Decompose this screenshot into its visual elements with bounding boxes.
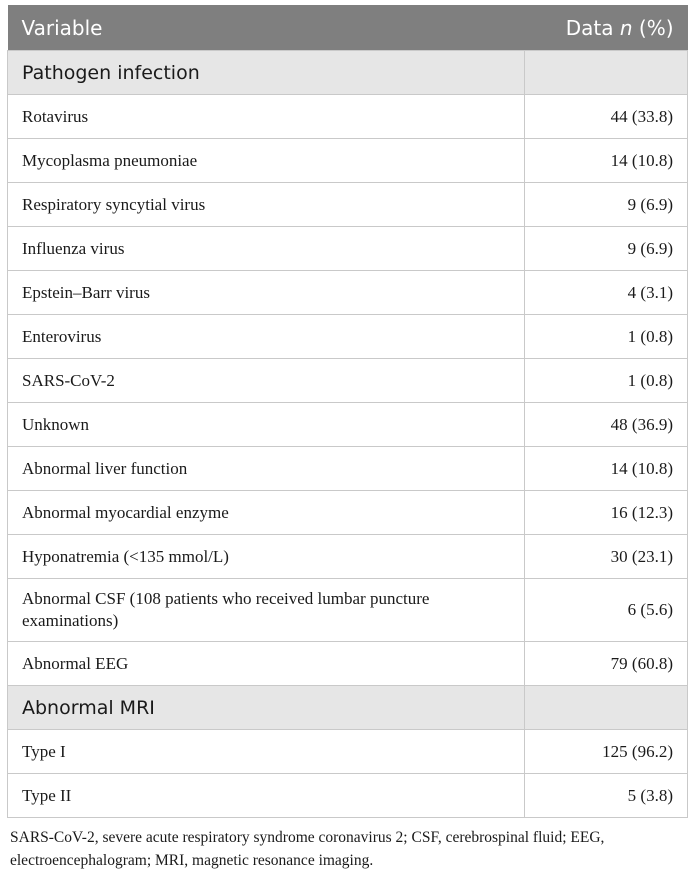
table-row <box>8 491 688 535</box>
table-container <box>7 5 687 872</box>
row-label: Type I <box>8 730 525 774</box>
row-label: Abnormal liver function <box>8 447 525 491</box>
table-row <box>8 774 688 818</box>
data-table <box>7 5 688 818</box>
row-value: 16 (12.3) <box>525 491 688 535</box>
row-label: SARS-CoV-2 <box>8 359 525 403</box>
table-row <box>8 730 688 774</box>
row-value: 79 (60.8) <box>525 642 688 686</box>
row-label: Unknown <box>8 403 525 447</box>
header-data-prefix: Data <box>565 15 620 40</box>
row-label: Type II <box>8 774 525 818</box>
row-label: Abnormal CSF (108 patients who received lumbar puncture examinations) <box>8 579 525 642</box>
header-variable: Variable <box>8 5 525 51</box>
row-value: 9 (6.9) <box>525 227 688 271</box>
table-row <box>8 183 688 227</box>
section-empty-cell <box>525 686 688 730</box>
header-data-suffix: (%) <box>632 15 674 40</box>
table-row <box>8 447 688 491</box>
section-title: Abnormal MRI <box>8 686 525 730</box>
section-row-pathogen-infection <box>8 51 688 95</box>
row-label: Epstein–Barr virus <box>8 271 525 315</box>
section-row-abnormal-mri <box>8 686 688 730</box>
row-value: 1 (0.8) <box>525 359 688 403</box>
row-label: Influenza virus <box>8 227 525 271</box>
row-value: 125 (96.2) <box>525 730 688 774</box>
header-data <box>525 5 688 51</box>
row-label: Enterovirus <box>8 315 525 359</box>
table-row <box>8 315 688 359</box>
row-value: 6 (5.6) <box>525 579 688 642</box>
row-label: Hyponatremia (<135 mmol/L) <box>8 535 525 579</box>
row-label: Abnormal EEG <box>8 642 525 686</box>
header-data-italic: n <box>619 15 633 40</box>
row-label: Respiratory syncytial virus <box>8 183 525 227</box>
row-value: 1 (0.8) <box>525 315 688 359</box>
table-row <box>8 642 688 686</box>
header-row <box>8 5 688 51</box>
table-row <box>8 95 688 139</box>
row-value: 48 (36.9) <box>525 403 688 447</box>
table-row <box>8 359 688 403</box>
row-label: Rotavirus <box>8 95 525 139</box>
row-value: 5 (3.8) <box>525 774 688 818</box>
row-label: Abnormal myocardial enzyme <box>8 491 525 535</box>
table-row <box>8 579 688 642</box>
row-label: Mycoplasma pneumoniae <box>8 139 525 183</box>
row-value: 14 (10.8) <box>525 139 688 183</box>
row-value: 4 (3.1) <box>525 271 688 315</box>
row-value: 30 (23.1) <box>525 535 688 579</box>
table-row <box>8 403 688 447</box>
row-value: 44 (33.8) <box>525 95 688 139</box>
row-value: 9 (6.9) <box>525 183 688 227</box>
table-row <box>8 535 688 579</box>
table-row <box>8 227 688 271</box>
table-footnote: SARS-CoV-2, severe acute respiratory syndrome coronavirus 2; CSF, cerebrospinal fluid; EEG, electroencephalogram; MRI, magnetic resonance imaging. <box>10 829 605 869</box>
section-title: Pathogen infection <box>8 51 525 95</box>
table-row <box>8 271 688 315</box>
section-empty-cell <box>525 51 688 95</box>
table-row <box>8 139 688 183</box>
row-value: 14 (10.8) <box>525 447 688 491</box>
